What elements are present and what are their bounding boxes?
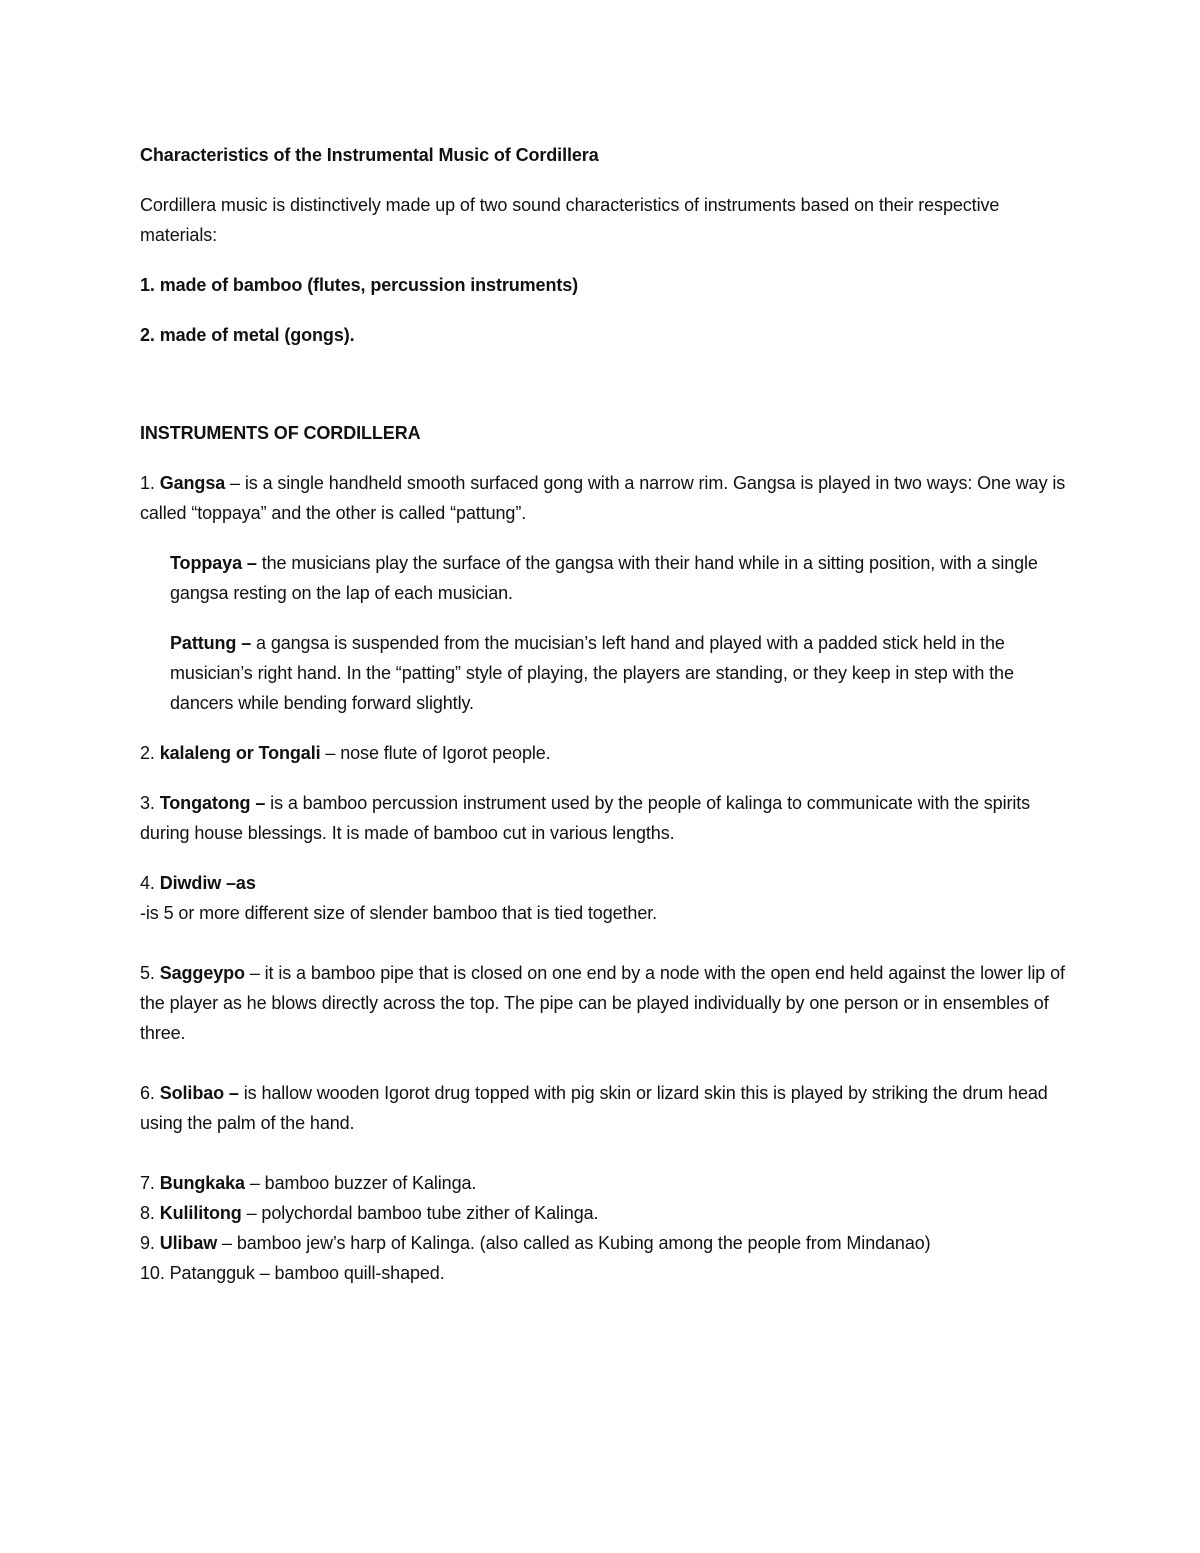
instrument-item-gangsa: 1. Gangsa – is a single handheld smooth surfaced gong with a narrow rim. Gangsa is played in two ways: One way is called “toppaya” and the other is called “pattung”. [140,473,1066,523]
instrument-subitem-toppaya: Toppaya – the musicians play the surface of the gangsa with their hand while in a sitting position, with a single gangsa resting on the lap of each musician. [170,553,1038,603]
instrument-item-tongatong: 3. Tongatong – is a bamboo percussion instrument used by the people of kalinga to communicate with the spirits during house blessings. It is made of bamboo cut in various lengths. [140,793,1031,843]
section-title: INSTRUMENTS OF CORDILLERA [140,423,421,443]
document-title: Characteristics of the Instrumental Music of Cordillera [140,145,599,165]
instrument-item-kulilitong: 8. Kulilitong – polychordal bamboo tube zither of Kalinga. [140,1203,599,1223]
document-body [140,140,1070,1288]
instrument-item-diwdiw: 4. Diwdiw –as [140,873,256,893]
instrument-item-diwdiw-desc: -is 5 or more different size of slender bamboo that is tied together. [140,903,658,923]
instrument-item-bungkaka: 7. Bungkaka – bamboo buzzer of Kalinga. [140,1173,477,1193]
intro-paragraph: Cordillera music is distinctively made up of two sound characteristics of instruments based on their respective materials: [140,195,1000,245]
material-item-bamboo: 1. made of bamboo (flutes, percussion instruments) [140,275,579,295]
instrument-item-solibao: 6. Solibao – is hallow wooden Igorot drug topped with pig skin or lizard skin this is played by striking the drum head using the palm of the hand. [140,1083,1048,1133]
instrument-item-ulibaw: 9. Ulibaw – bamboo jew’s harp of Kalinga. (also called as Kubing among the people from Mindanao) [140,1233,931,1253]
material-item-metal: 2. made of metal (gongs). [140,325,355,345]
instrument-item-patangguk: 10. Patangguk – bamboo quill-shaped. [140,1263,445,1283]
instrument-subitem-pattung: Pattung – a gangsa is suspended from the mucisian’s left hand and played with a padded stick held in the musician’s right hand. In the “patting” style of playing, the players are standing, or they keep in step with the dancers while bending forward slightly. [170,633,1014,713]
instrument-item-saggeypo: 5. Saggeypo – it is a bamboo pipe that is closed on one end by a node with the open end held against the lower lip of the player as he blows directly across the top. The pipe can be played individually by one person or in ensembles of three. [140,963,1065,1043]
instrument-item-kalaleng: 2. kalaleng or Tongali – nose flute of Igorot people. [140,743,551,763]
